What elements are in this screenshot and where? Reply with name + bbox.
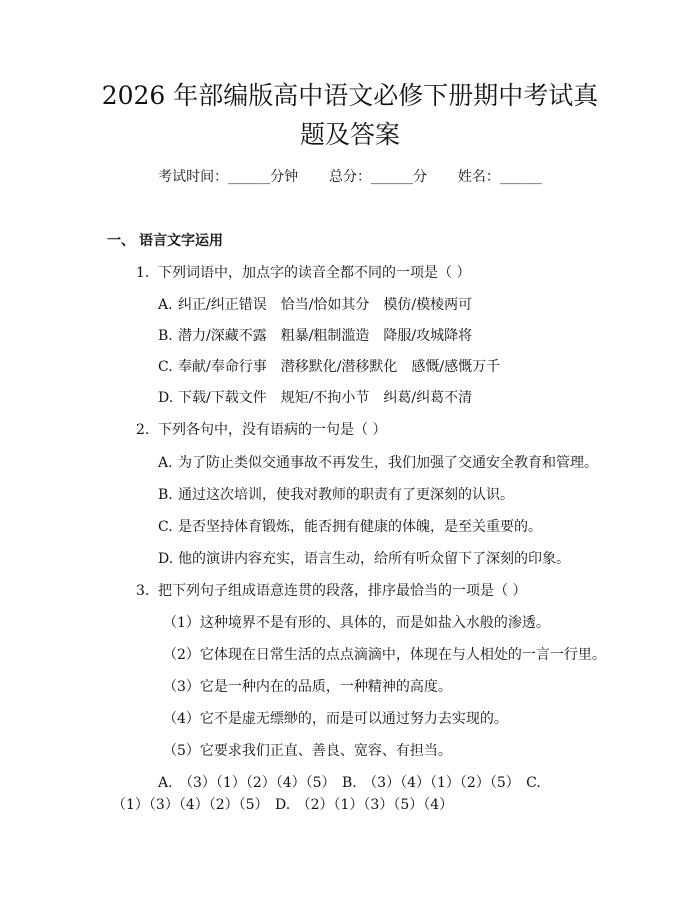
question-2-option-b: B. 通过这次培训，使我对教师的职责有了更深刻的认识。 [158, 487, 514, 503]
total-score-field: 总分：______分 [329, 169, 427, 185]
question-stem-text: 下列词语中，加点字的读音全都不同的一项是（ ） [158, 265, 471, 281]
option-text: 是否坚持体育锻炼，能否拥有健康的体魄，是至关重要的。 [178, 519, 542, 535]
question-stem-text: 把下列句子组成语意连贯的段落，排序最恰当的一项是（ ） [158, 583, 527, 599]
option-text: 他的演讲内容充实，语言生动，给所有听众留下了深刻的印象。 [178, 551, 570, 567]
student-name-field: 姓名：______ [457, 169, 542, 185]
question-1-stem [136, 262, 470, 284]
option-text: 纠正/纠正错误 恰当/恰如其分 模仿/模棱两可 [178, 297, 473, 313]
question-2-option-a: A. 为了防止类似交通事故不再发生，我们加强了交通安全教育和管理。 [158, 455, 598, 471]
section-heading [107, 230, 223, 252]
exam-time-field: 考试时间：______分钟 [158, 169, 299, 185]
exam-meta [0, 166, 700, 188]
question-3-sentence-3: （3）它是一种内在的品质，一种精神的高度。 [163, 679, 452, 695]
option-text: 潜力/深藏不露 粗暴/粗制滥造 降服/攻城降将 [178, 328, 473, 344]
question-3-stem [136, 580, 526, 602]
section-number: 一、 [107, 233, 135, 249]
question-1-option-c: C. 奉献/奉命行事 潜移默化/潜移默化 感慨/感慨万千 [158, 359, 501, 375]
question-1-option-b: B. 潜力/深藏不露 粗暴/粗制滥造 降服/攻城降将 [158, 328, 473, 344]
question-1-option-d: D. 下载/下载文件 规矩/不拘小节 纠葛/纠葛不清 [158, 390, 473, 406]
question-3-sentence-1: （1）这种境界不是有形的、具体的，而是如盐入水般的渗透。 [163, 615, 550, 631]
option-text: 为了防止类似交通事故不再发生，我们加强了交通安全教育和管理。 [178, 455, 598, 471]
section-title: 语言文字运用 [139, 233, 223, 249]
question-3-sentence-2: （2）它体现在日常生活的点点滴滴中，体现在与人相处的一言一行里。 [163, 647, 606, 663]
question-2-option-d: D. 他的演讲内容充实，语言生动，给所有听众留下了深刻的印象。 [158, 551, 570, 567]
question-number: 3. [136, 583, 150, 599]
question-2-option-c: C. 是否坚持体育锻炼，能否拥有健康的体魄，是至关重要的。 [158, 519, 542, 535]
option-text: 奉献/奉命行事 潜移默化/潜移默化 感慨/感慨万千 [178, 359, 501, 375]
question-3-choices-line-2: （1）（3）（4）（2）（5） D. （2）（1）（3）（5）（4） [112, 797, 454, 813]
question-3-sentence-4: （4）它不是虚无缥缈的，而是可以通过努力去实现的。 [163, 711, 508, 727]
option-text: 通过这次培训，使我对教师的职责有了更深刻的认识。 [178, 487, 514, 503]
question-1-option-a: A. 纠正/纠正错误 恰当/恰如其分 模仿/模棱两可 [158, 297, 473, 313]
exam-title [60, 76, 640, 154]
option-text: 下载/下载文件 规矩/不拘小节 纠葛/纠葛不清 [178, 390, 473, 406]
question-3-sentence-5: （5）它要求我们正直、善良、宽容、有担当。 [163, 743, 452, 759]
exam-title-line-1: 2026 年部编版高中语文必修下册期中考试真 [101, 81, 599, 110]
question-number: 1. [136, 265, 150, 281]
exam-title-line-2: 题及答案 [299, 120, 400, 149]
question-3-choices-line-1: A. （3）（1）（2）（4）（5） B. （3）（4）（1）（2）（5） C. [158, 775, 541, 791]
question-number: 2. [136, 422, 150, 438]
question-stem-text: 下列各句中，没有语病的一句是（ ） [158, 422, 387, 438]
question-2-stem [136, 419, 386, 441]
